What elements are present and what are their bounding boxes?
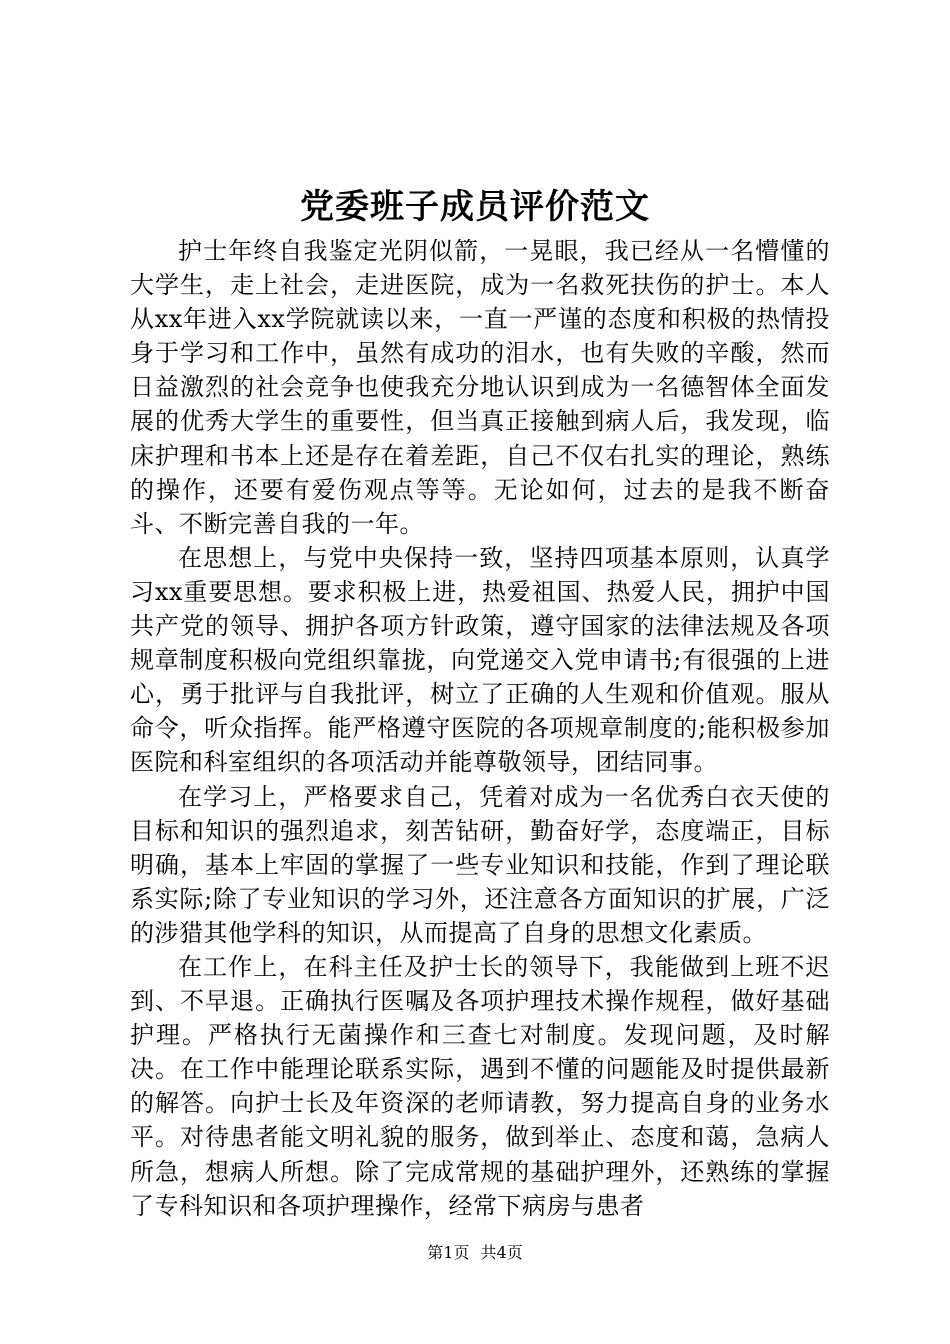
document-body [130, 234, 830, 1223]
page-total: 共4页 [480, 1243, 523, 1262]
paragraph-1: 护士年终自我鉴定光阴似箭，一晃眼，我已经从一名懵懂的大学生，走上社会，走进医院，成为一名救死扶伤的护士。本人从xx年进入xx学院就读以来，一直一严谨的态度和积极的热情投身于学习和工作中，虽然有成功的泪水，也有失败的辛酸，然而日益激烈的社会竞争也使我充分地认识到成为一名德智体全面发展的优秀大学生的重要性，但当真正接触到病人后，我发现，临床护理和书本上还是存在着差距，自己不仅右扎实的理论，熟练的操作，还要有爱伤观点等等。无论如何，过去的是我不断奋斗、不断完善自我的一年。 [130, 237, 830, 538]
page-footer [0, 1242, 950, 1264]
paragraph-3: 在学习上，严格要求自己，凭着对成为一名优秀白衣天使的目标和知识的强烈追求，刻苦钻研，勤奋好学，态度端正，目标明确，基本上牢固的掌握了一些专业知识和技能，作到了理论联系实际;除了专业知识的学习外，还注意各方面知识的扩展，广泛的涉猎其他学科的知识，从而提高了自身的思想文化素质。 [130, 782, 830, 947]
document-title: 党委班子成员评价范文 [300, 187, 650, 227]
page-number: 第1页 [427, 1243, 470, 1262]
paragraph-2: 在思想上，与党中央保持一致，坚持四项基本原则，认真学习xx重要思想。要求积极上进，热爱祖国、热爱人民，拥护中国共产党的领导、拥护各项方针政策，遵守国家的法律法规及各项规章制度积极向党组织靠拢，向党递交入党申请书;有很强的上进心，勇于批评与自我批评，树立了正确的人生观和价值观。服从命令，听众指挥。能严格遵守医院的各项规章制度的;能积极参加医院和科室组织的各项活动并能尊敬领导，团结同事。 [130, 543, 830, 777]
paragraph-4: 在工作上，在科主任及护士长的领导下，我能做到上班不迟到、不早退。正确执行医嘱及各项护理技术操作规程，做好基础护理。严格执行无菌操作和三查七对制度。发现问题，及时解决。在工作中能理论联系实际，遇到不懂的问题能及时提供最新的解答。向护士长及年资深的老师请教，努力提高自身的业务水平。对待患者能文明礼貌的服务，做到举止、态度和蔼，急病人所急，想病人所想。除了完成常规的基础护理外，还熟练的掌握了专科知识和各项护理操作，经常下病房与患者 [130, 952, 830, 1220]
